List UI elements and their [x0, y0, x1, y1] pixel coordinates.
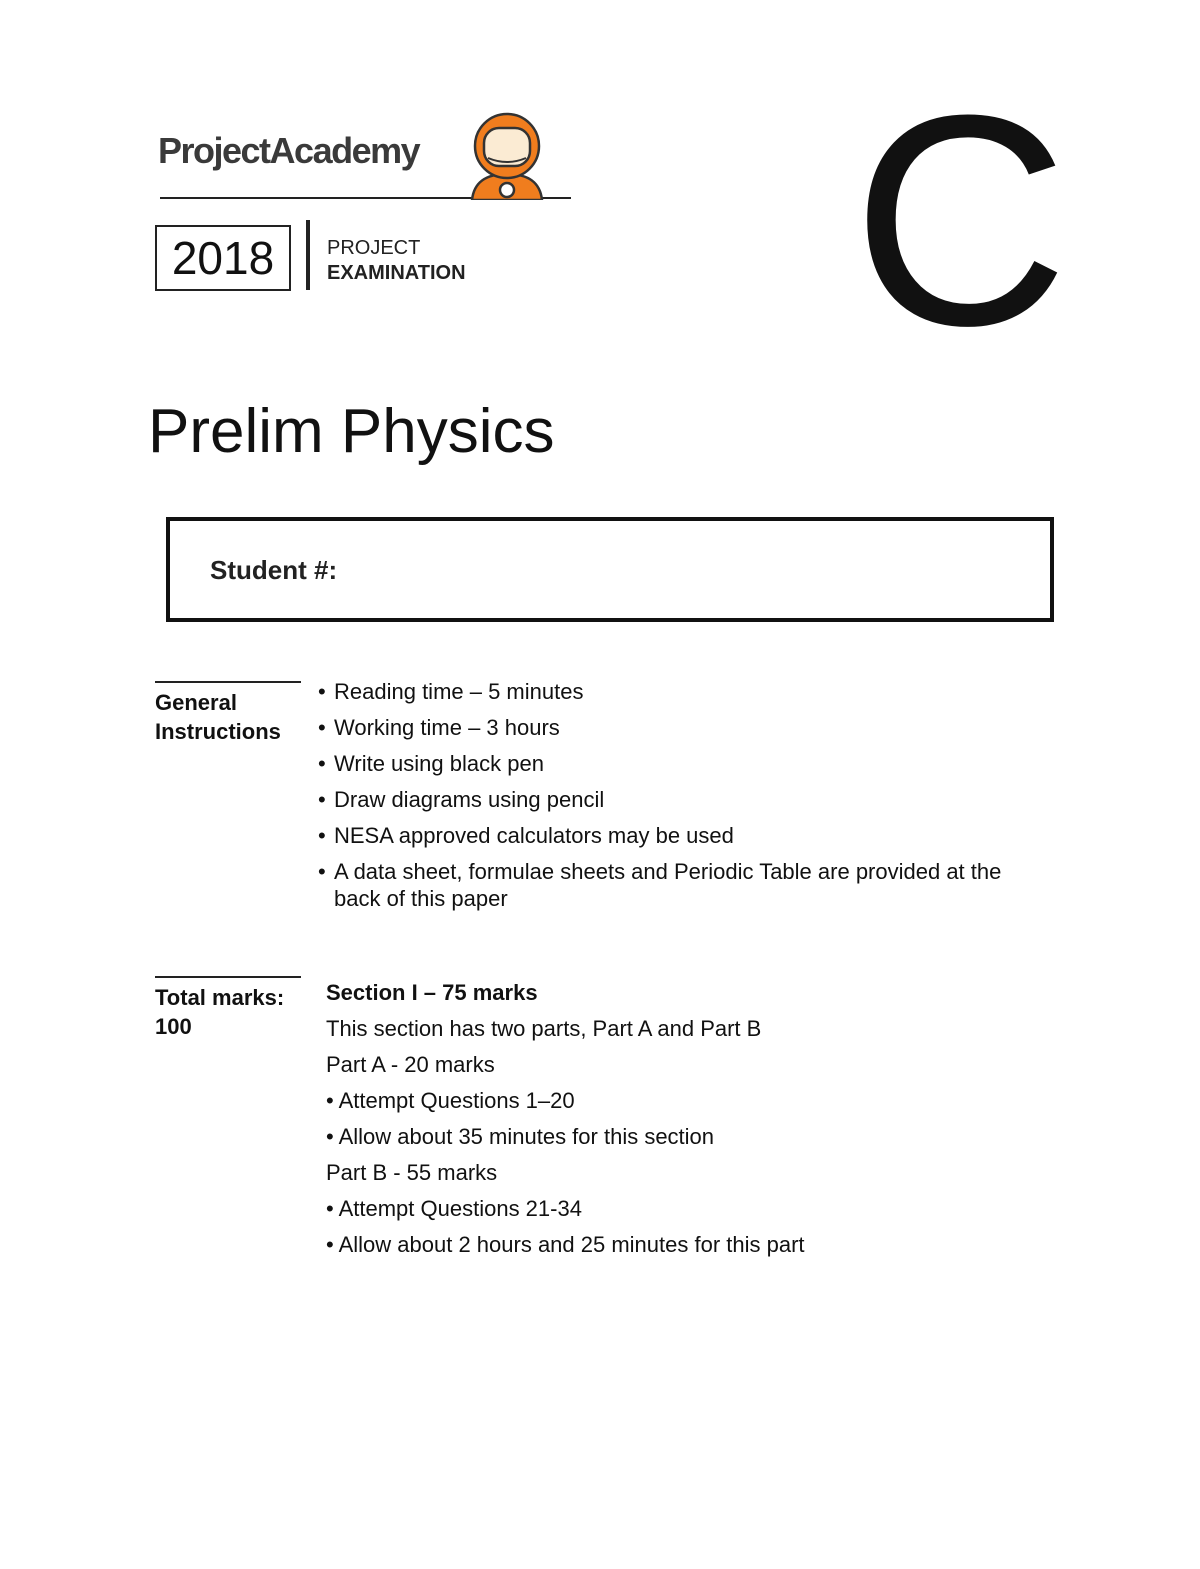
bullet: •: [318, 751, 326, 776]
instructions-label-line2: Instructions: [155, 719, 281, 744]
instructions-list: [318, 674, 1024, 912]
list-item-text: Draw diagrams using pencil: [334, 787, 605, 812]
list-item-text: Reading time – 5 minutes: [334, 679, 584, 704]
paper-version-letter: C: [852, 52, 1069, 388]
list-item: [318, 782, 1024, 818]
total-marks-rule: [155, 976, 301, 978]
instructions-label-line1: General: [155, 690, 237, 715]
list-item: • Attempt Questions 21-34: [326, 1196, 582, 1221]
list-item: [318, 854, 1024, 912]
total-marks-label: [155, 983, 284, 1041]
list-item: [318, 746, 1024, 782]
bullet: •: [318, 679, 326, 704]
section-heading: Section I – 75 marks: [326, 980, 538, 1005]
exam-type-line2: EXAMINATION: [327, 262, 466, 284]
list-item: • Attempt Questions 1–20: [326, 1088, 575, 1113]
instructions-label: [155, 688, 281, 746]
total-marks-value: 100: [155, 1014, 192, 1039]
instructions-rule: [155, 681, 301, 683]
section-list: [326, 975, 805, 1263]
header-divider: [306, 220, 310, 290]
list-item-text: NESA approved calculators may be used: [334, 823, 734, 848]
list-item: [318, 818, 1024, 854]
section-description: This section has two parts, Part A and Part B: [326, 1016, 762, 1041]
bullet: •: [318, 859, 326, 884]
total-marks-label-line1: Total marks:: [155, 985, 285, 1010]
part-a-heading: Part A - 20 marks: [326, 1052, 495, 1077]
list-item-text: Write using black pen: [334, 751, 544, 776]
astronaut-icon: [462, 110, 552, 200]
bullet: •: [318, 787, 326, 812]
bullet: •: [318, 715, 326, 740]
student-number-label: Student #:: [210, 555, 338, 585]
bullet: •: [318, 823, 326, 848]
page-title: Prelim Physics: [148, 397, 555, 466]
list-item: [318, 710, 1024, 746]
exam-year: 2018: [155, 225, 291, 291]
brand-logo-text: ProjectAcademy: [158, 130, 420, 171]
list-item-text: Working time – 3 hours: [334, 715, 560, 740]
list-item: [318, 674, 1024, 710]
part-b-heading: Part B - 55 marks: [326, 1160, 498, 1185]
list-item: • Allow about 35 minutes for this section: [326, 1124, 715, 1149]
list-item: • Allow about 2 hours and 25 minutes for this part: [326, 1232, 805, 1257]
list-item-text: A data sheet, formulae sheets and Periodic Table are provided at the back of this paper: [334, 859, 1002, 911]
exam-type-line1: PROJECT: [327, 237, 421, 259]
